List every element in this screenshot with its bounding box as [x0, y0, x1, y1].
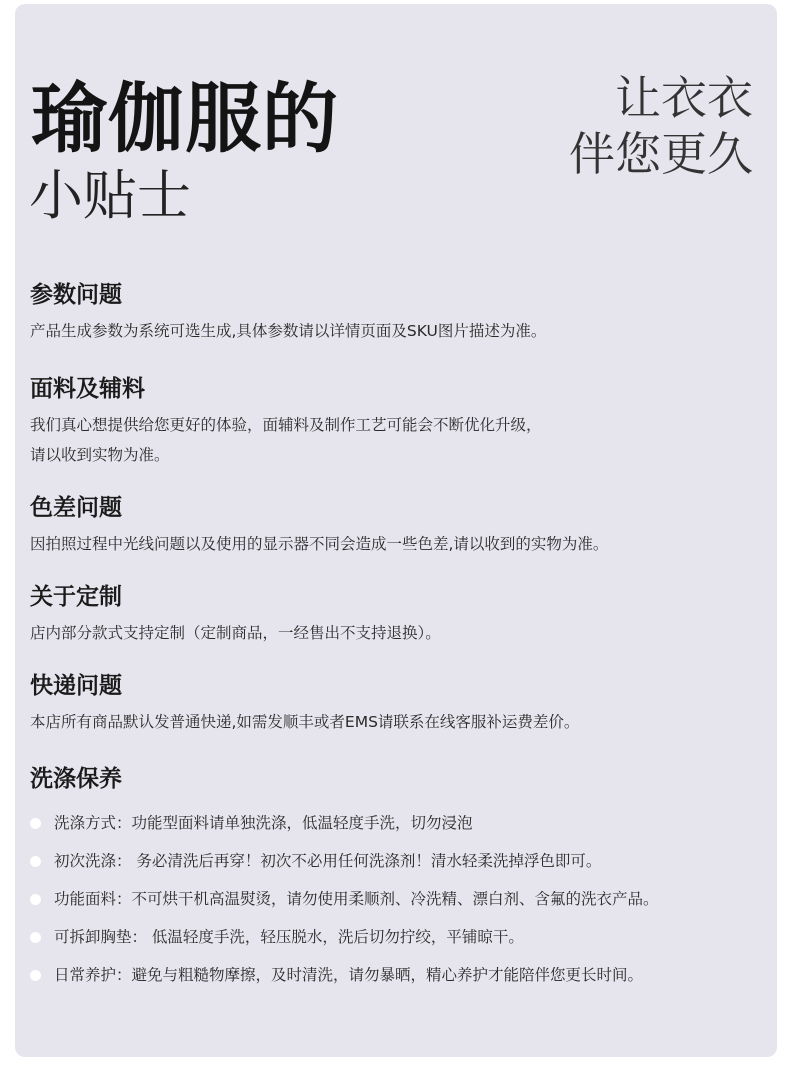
- list-item: [30, 804, 760, 842]
- section-shipping: [30, 671, 760, 737]
- section-text-line: 请以收到实物为准。: [30, 446, 170, 464]
- bullet-icon: [30, 894, 41, 905]
- section-parameters: [30, 280, 760, 346]
- bullet-icon: [30, 970, 41, 981]
- bullet-icon: [30, 818, 41, 829]
- section-color-difference: [30, 493, 760, 559]
- page-subtitle: 小贴士: [29, 164, 191, 227]
- list-item-text: 可拆卸胸垫： 低温轻度手洗，轻压脱水，洗后切勿拧绞，平铺晾干。: [54, 928, 524, 946]
- section-heading: 关于定制: [30, 584, 122, 610]
- list-item: [30, 918, 760, 956]
- section-care: [30, 764, 760, 994]
- section-text: 店内部分款式支持定制（定制商品，一经售出不支持退换）。: [30, 624, 441, 642]
- section-customization: [30, 582, 760, 648]
- list-item-text: 初次洗涤： 务必清洗后再穿！初次不必用任何洗涤剂！清水轻柔洗掉浮色即可。: [54, 852, 602, 870]
- section-heading: 色差问题: [30, 495, 122, 521]
- section-heading: 洗涤保养: [30, 766, 122, 792]
- section-text: 本店所有商品默认发普通快递,如需发顺丰或者EMS请联系在线客服补运费差价。: [30, 713, 580, 731]
- slogan: [569, 70, 753, 182]
- section-text: [30, 410, 760, 470]
- section-text-line: 我们真心想提供给您更好的体验，面辅料及制作工艺可能会不断优化升级，: [30, 416, 542, 434]
- list-item-text: 洗涤方式：功能型面料请单独洗涤，低温轻度手洗，切勿浸泡: [54, 814, 473, 832]
- tips-card: [15, 4, 777, 1057]
- slogan-line-2: 伴您更久: [569, 127, 753, 181]
- section-text: 因拍照过程中光线问题以及使用的显示器不同会造成一些色差,请以收到的实物为准。: [30, 535, 609, 553]
- bullet-icon: [30, 932, 41, 943]
- bullet-icon: [30, 856, 41, 867]
- page-title: 瑜伽服的: [31, 74, 339, 163]
- list-item-text: 日常养护：避免与粗糙物摩擦，及时清洗，请勿暴晒，精心养护才能陪伴您更长时间。: [54, 966, 644, 984]
- list-item-text: 功能面料：不可烘干机高温熨烫，请勿使用柔顺剂、冷洗精、漂白剂、含氟的洗衣产品。: [54, 890, 659, 908]
- section-fabric: [30, 374, 760, 470]
- section-heading: 面料及辅料: [30, 376, 145, 402]
- list-item: [30, 842, 760, 880]
- care-list: [30, 804, 760, 994]
- section-heading: 快递问题: [30, 673, 122, 699]
- list-item: [30, 956, 760, 994]
- slogan-line-1: 让衣衣: [615, 71, 753, 125]
- section-heading: 参数问题: [30, 282, 122, 308]
- list-item: [30, 880, 760, 918]
- section-text: 产品生成参数为系统可选生成,具体参数请以详情页面及SKU图片描述为准。: [30, 322, 547, 340]
